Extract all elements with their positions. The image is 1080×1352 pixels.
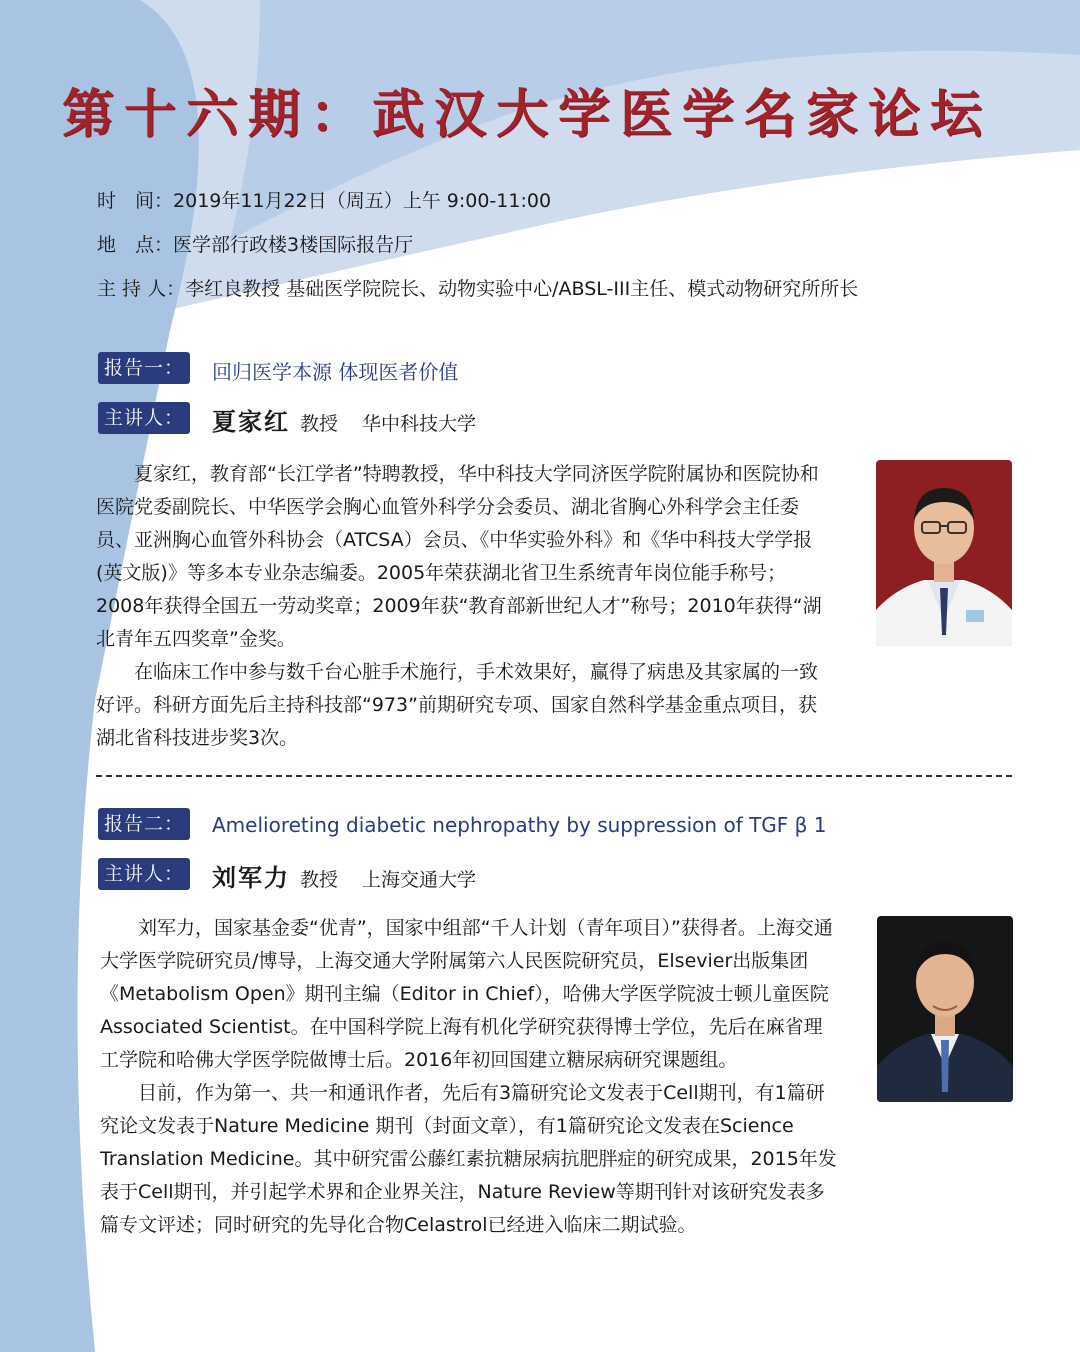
report2-title: Amelioreting diabetic nephropathy by suppression of TGF β 1: [212, 813, 827, 837]
speaker2-name: 刘军力: [212, 864, 290, 892]
report2-badge: 报告二：: [98, 808, 190, 840]
report1-badge: 报告一：: [98, 352, 190, 384]
speaker2-title: 教授: [300, 869, 339, 891]
speaker1-bio-p1: 夏家红，教育部“长江学者”特聘教授，华中科技大学同济医学院附属协和医院协和医院党委副院长、中华医学会胸心血管外科学分会委员、湖北省胸心外科学会主任委员、亚洲胸心血管外科协会（ATCSA）会员、《中华实验外科》和《华中科技大学学报(英文版)》等多本专业杂志编委。2005年荣获湖北省卫生系统青年岗位能手称号；2008年获得全国五一劳动奖章；2009年获“教育部新世纪人才”称号；2010年获得“湖北青年五四奖章”金奖。: [96, 463, 822, 650]
time-value: 2019年11月22日（周五）上午 9:00-11:00: [173, 190, 552, 212]
info-time: [97, 186, 551, 213]
speaker1-bio: [96, 458, 832, 755]
speaker2-bio-p1: 刘军力，国家基金委“优青”，国家中组部“千人计划（青年项目）”获得者。上海交通大学医学院研究员/博导，上海交通大学附属第六人民医院研究员，Elsevier出版集团《Metabolism Open》期刊主编（Editor in Chief），哈佛大学医学院波士顿儿童医院Associated Scientist。在中国科学院上海有机化学研究获得博士学位，先后在麻省理工学院和哈佛大学医学院做博士后。2016年初回国建立糖尿病研究课题组。: [100, 917, 833, 1071]
speaker1-line: [212, 402, 476, 437]
time-label: 时 间：: [97, 190, 174, 212]
speaker2-line: [212, 858, 476, 893]
speaker1-badge: 主讲人：: [98, 402, 190, 434]
place-value: 医学部行政楼3楼国际报告厅: [173, 234, 414, 256]
speaker1-org: 华中科技大学: [362, 413, 477, 435]
speaker2-bio-p2: 目前，作为第一、共一和通讯作者，先后有3篇研究论文发表于Cell期刊，有1篇研究论文发表于Nature Medicine 期刊（封面文章），有1篇研究论文发表在Science Translation Medicine。其中研究雷公藤红素抗糖尿病抗肥胖症的研究成果，2015年发表于Cell期刊，并引起学术界和企业界关注，Nature Review等期刊针对该研究发表多篇专文评述；同时研究的先导化合物Celastrol已经进入临床二期试验。: [100, 1082, 837, 1236]
info-host: [97, 274, 858, 301]
poster-title: 第十六期：武汉大学医学名家论坛: [62, 84, 993, 145]
speaker2-badge: 主讲人：: [98, 858, 190, 890]
speaker1-bio-p2: 在临床工作中参与数千台心脏手术施行，手术效果好，赢得了病患及其家属的一致好评。科研方面先后主持科技部“973”前期研究专项、国家自然科学基金重点项目，获湖北省科技进步奖3次。: [96, 661, 819, 749]
info-place: [97, 230, 413, 257]
speaker1-name: 夏家红: [212, 408, 290, 436]
place-label: 地 点：: [97, 234, 174, 256]
report1-title: 回归医学本源 体现医者价值: [212, 360, 459, 384]
speaker1-photo: [876, 460, 1012, 646]
speaker1-title: 教授: [300, 413, 339, 435]
host-label: 主 持 人：: [97, 278, 186, 300]
section-divider: [96, 775, 1012, 777]
speaker2-photo: [877, 916, 1013, 1102]
speaker2-bio: [100, 912, 840, 1242]
host-value: 李红良教授 基础医学院院长、动物实验中心/ABSL-III主任、模式动物研究所所长: [185, 278, 859, 300]
speaker2-org: 上海交通大学: [362, 869, 477, 891]
